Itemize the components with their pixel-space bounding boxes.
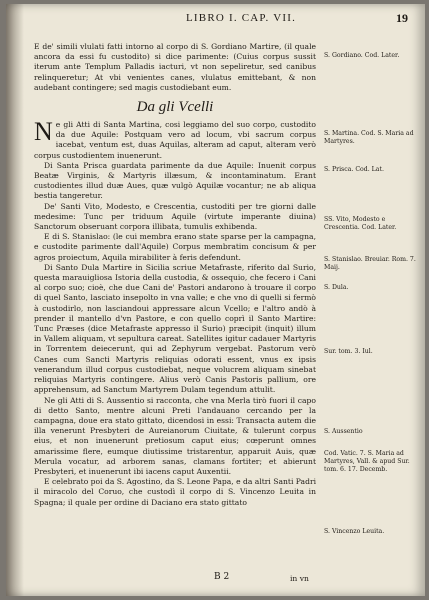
margin-note-vincenzo: S. Vincenzo Leuita. — [324, 528, 385, 535]
margin-notes — [324, 4, 416, 596]
book-page — [6, 4, 425, 596]
section-title: Da gli Vcelli — [136, 99, 214, 116]
page-body — [34, 42, 316, 508]
margin-note-stanislao: S. Stanislao. Breuiar. Rom. 7. Maij. — [324, 256, 416, 271]
margin-note-vatic: Cod. Vatic. 7. S. Maria ad Martyres, Vall. & apud Sur. tom. 6. 17. Decemb. — [324, 450, 410, 473]
margin-note-martina: S. Martina. Cod. S. Maria ad Martyres. — [324, 130, 414, 145]
paragraph-martina-text: e gli Atti di Santa Martina, cosi leggiamo del suo corpo, custodito da due Aquile: Postquam vero ad locum, vbi sacrum corpus iacebat, ventum est, duas Aquilas, alteram ad caput, alteram verò corpus custodientem inuenerunt. — [34, 120, 316, 160]
paragraph-martina — [34, 117, 316, 161]
margin-note-surio: Sur. tom. 3. Iul. — [324, 348, 373, 355]
margin-note-prisca: S. Prisca. Cod. Lat. — [324, 166, 384, 173]
paragraph-stanislao: E di S. Stanislao: (le cui membra erano state sparse per la campagna, e custodite parimente dall'Aquile) Corpus membratim concisum & per agros proiectum, Aquila mirabiliter à feris defendunt. — [34, 232, 316, 262]
paragraph-dula: Di Santo Dula Martire in Sicilia scriue Metafraste, riferito dal Surio, questa marauigliosa Istoria della custodia, & ossequio, che fecero i Cani al corpo suo; cioè, che due Cani de' Pastori andarono à trouare il corpo di quel Santo, lasciato insepolto in vna valle; e che vno di quelli si fermò à custodirlo, non lasciandoui appressare alcun Vcello; e l'altro andò à prender il mantello d'vn Pastore, e con quello coprì il Santo Martire: Tunc Præses (dice Metafraste appresso il Surio) præcipit (inquit) illum in Vallem aliquam, vt sepultura careat. Satellites igitur cadauer Martyris in Torrentem deiecerunt, qui ad Zephyrum vergebat. Pastorum verò Canes cum Sancti Martyris reliquias odorati essent, vnus ex ipsis venerandum illud corpus custodiebat, neque volucrem aliquam sinebat reliquias Martyris contingere. Alius verò Canis Pastoris pallium, ore apprehensum, ad Sanctum Martyrem Dulam tegendum attulit. — [34, 262, 316, 395]
paragraph-aussentio: Ne gli Atti di S. Aussentio si racconta, che vna Merla tirò fuori il capo di detto Santo, mentre alcuni Preti l'andauano cercando per la campagna, doue era stato gittato, dicendosi in essi: Transacta autem die illa venerunt Presbyteri de Aureianorum Ciuitate, & tulerunt corpus eius, et non inuenerunt pretiosum caput eius; cœperunt omnes amarissime flere, eumque diutissime tristarentur, apparuit Auis, quæ Merula vocatur, ad arborem sanas, clamans fortiter; et abierunt Presbyteri, et inuenerunt ibi iacens caput Auxentii. — [34, 395, 316, 476]
signature-mark: B 2 — [214, 572, 230, 582]
paragraph-vincenzo: E celebrato poi da S. Agostino, da S. Leone Papa, e da altri Santi Padri il miracolo del Coruo, che custodì il corpo di S. Vincenzo Leuita in Spagna; il quale per ordine di Daciano era stato gittato — [34, 477, 317, 507]
paragraph-gordiano: E de' simili vlulati fatti intorno al corpo di S. Gordiano Martire, (il quale ancora da essi fu custodito) si dice parimente: (Cuius corpus sussit iterum ante Templum Palladis iacturi, vt non sepeliretur, sed canibus relinqueretur; At vbi venientes canes, vlulatus emittebant, & non audebant contingere; sed magis custodiebant eum. — [34, 42, 316, 92]
margin-note-vito: SS. Vito, Modesto e Crescentia. Cod. Later. — [324, 216, 397, 231]
catchword: in vn — [290, 574, 309, 583]
margin-note-dula: S. Dula. — [324, 284, 349, 291]
page-number: 19 — [396, 11, 408, 25]
page-footer — [6, 572, 425, 586]
margin-note-gordiano: S. Gordiano. Cod. Later. — [324, 52, 400, 59]
margin-note-aussentio: S. Aussentio — [324, 428, 363, 435]
running-title: LIBRO I. CAP. VII. — [186, 12, 297, 24]
paragraph-vito: De' Santi Vito, Modesto, e Crescentia, custoditi per tre giorni dalle medesime: Tunc per triduum Aquile (virtute imperante diuina) Sanctorum obseruant corpora illibata, tumulis exhibenda. — [34, 201, 316, 232]
drop-cap: N — [34, 117, 53, 147]
page-spine-shadow — [6, 4, 24, 596]
paragraph-prisca: Di Santa Prisca guardata parimente da due Aquile: Inuenit corpus Beatæ Virginis, & Martyris illæsum, & incontaminatum. Erant custodientes illud duæ Aues, quæ vulgò Aquilæ vocantur; ne ab aliqua bestia tangeretur. — [34, 160, 316, 201]
